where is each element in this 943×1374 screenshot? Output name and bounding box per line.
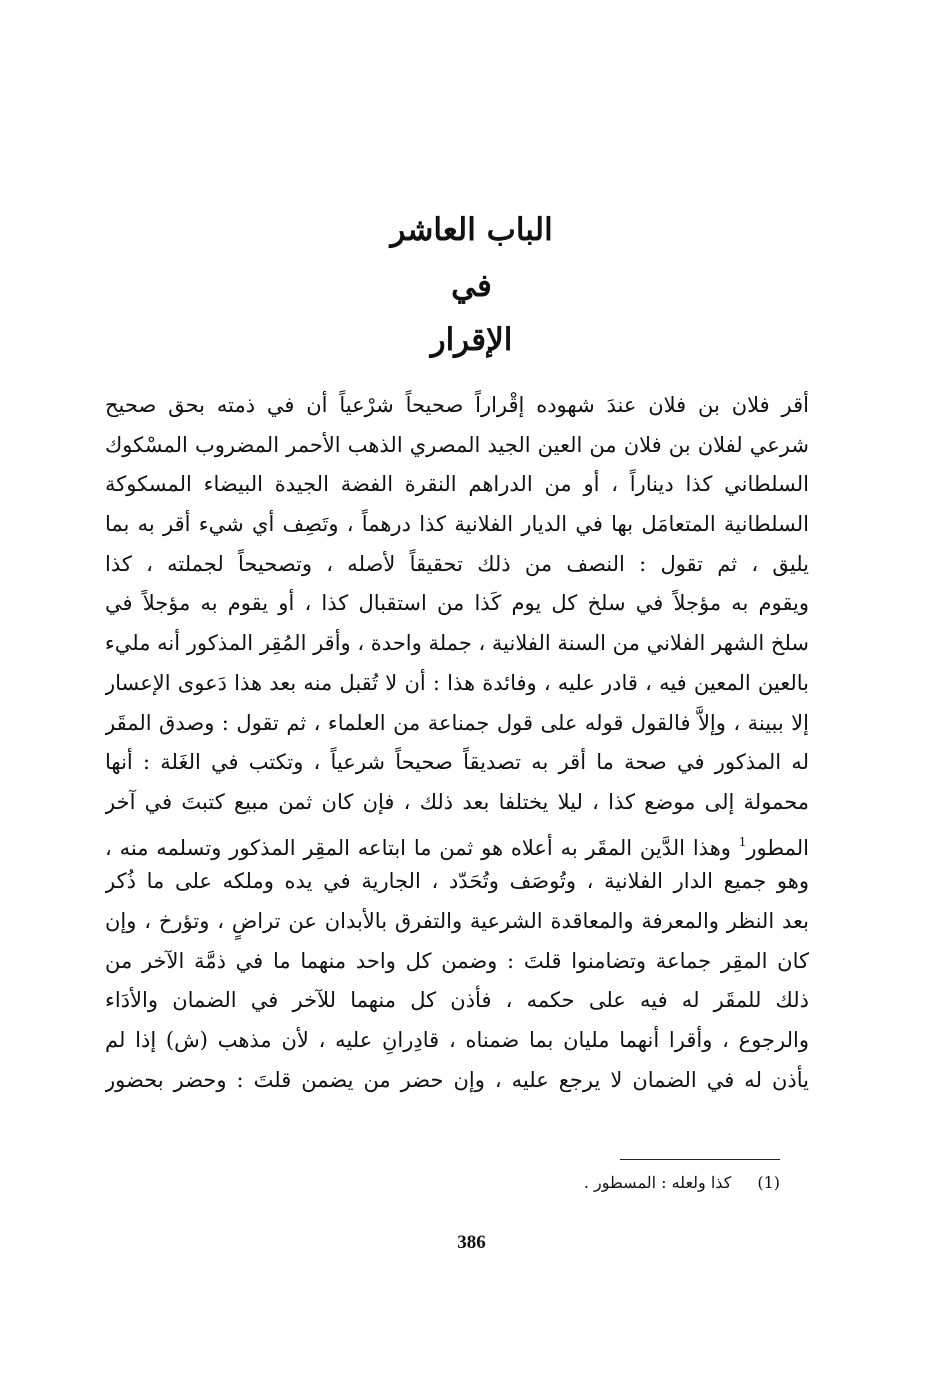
footnote-ref: 1 bbox=[738, 834, 747, 849]
text-line: سلخ الشهر الفلاني من السنة الفلانية ، جملة واحدة ، وأقر المُقِر المذكور أنه مليء bbox=[105, 631, 809, 656]
text-line: له المذكور في صحة ما أقر به تصديقاً صحيحاً شرعياً ، وتكتب في الغَلة : أنها bbox=[105, 750, 809, 775]
text-line-with-footnote-ref bbox=[105, 823, 809, 863]
body-text bbox=[105, 386, 809, 1100]
text-line: إلا ببينة ، وإلاَّ فالقول قوله على قول جمناعة من العلماء ، ثم تقول : وصدق المقَر bbox=[105, 710, 809, 735]
text-line: كان المقِر جماعة وتضامنوا قلتَ : وضمن كل واحد منهما ما في ذمَّة الآخر من bbox=[105, 948, 809, 973]
text-line: بعد النظر والمعرفة والمعاقدة الشرعية والتفرق بالأبدان عن تراضٍ ، وتؤرخ ، وإن bbox=[105, 908, 809, 933]
chapter-title: الباب العاشر bbox=[390, 212, 553, 248]
text-line: أقر فلان بن فلان عندَ شهوده إقْراراً صحيحاً شرْعياً أن في ذمته بحق صحيح bbox=[105, 393, 809, 417]
text-line-rest: وهذا الدَّين المقَر به أعلاه هو ثمن ما ابتاعه المقِر المذكور وتسلمه منه ، bbox=[105, 835, 731, 860]
page-number: 386 bbox=[457, 1232, 486, 1253]
text-line: يأذن له في الضمان لا يرجع عليه ، وإن حضر من يضمن قلتَ : وحضر بحضور bbox=[105, 1067, 809, 1092]
text-line: ويقوم به مؤجلاً في سلخ كل يوم كَذا من استقبال كذا ، أو يقوم به مؤجلاً في bbox=[105, 591, 809, 616]
text-line: والرجوع ، وأقرا أنهما مليان بما ضمناه ، قادِرانِ عليه ، لأن مذهب (ش) إذا لم bbox=[105, 1028, 809, 1052]
footnote-word: المطور bbox=[746, 835, 809, 860]
footnote bbox=[300, 1170, 780, 1196]
footnote-text: كذا ولعله : المسطور . bbox=[583, 1173, 732, 1192]
chapter-subject: الإقرار bbox=[430, 322, 513, 358]
footnote-number: (1) bbox=[757, 1173, 780, 1192]
text-line: بالعين المعين فيه ، قادر عليه ، وفائدة هذا : أن لا تُقبل منه بعد هذا دَعوى الإعسار bbox=[105, 670, 809, 695]
text-line: ذلك للمقَر له فيه على حكمه ، فأذن كل منهما للآخر في الضمان والأدَاء bbox=[105, 988, 809, 1013]
text-line: يليق ، ثم تقول : النصف من ذلك تحقيقاً لأصله ، وتصحيحاً لجملته ، كذا bbox=[105, 551, 809, 576]
text-line: السلطانية المتعامَل بها في الديار الفلانية كذا درهماً ، وتَصِف أي شيء أقر به بما bbox=[105, 512, 809, 537]
text-line: محمولة إلى موضع كذا ، ليلا يختلفا بعد ذلك ، فإن كان ثمن مبيع كتبتَ في آخر bbox=[105, 789, 809, 814]
chapter-title-preposition: في bbox=[451, 268, 492, 304]
text-line: وهو جميع الدار الفلانية ، وتُوصَف وتُحَدّد ، الجارية في يده وملكه على ما ذُكر bbox=[105, 869, 809, 894]
footnote-divider bbox=[620, 1159, 780, 1160]
text-line: شرعي لفلان بن فلان من العين الجيد المصري الذهب الأحمر المضروب المسْكوك bbox=[105, 432, 809, 457]
text-line: السلطاني كذا ديناراً ، أو من الدراهم النقرة الفضة الجيدة البيضاء المسكوكة bbox=[105, 472, 809, 497]
